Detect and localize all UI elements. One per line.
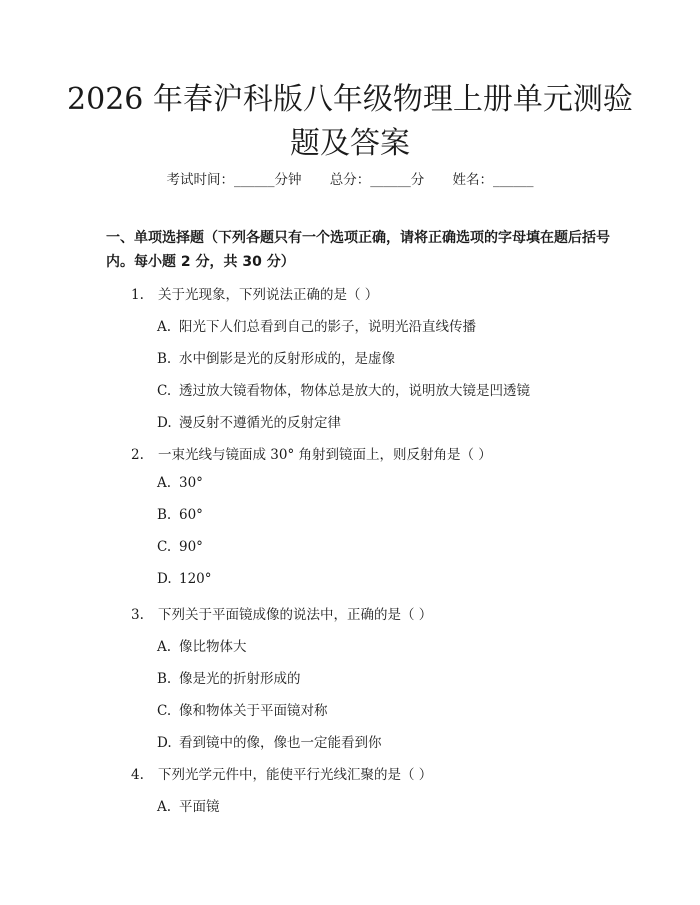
exam-time: 考试时间：______分钟 xyxy=(166,172,302,188)
question-number: 3. xyxy=(131,607,144,623)
section-heading: 一、单项选择题（下列各题只有一个选项正确，请将正确选项的字母填在题后括号内。每小题 2 分，共 30 分） xyxy=(106,230,610,270)
option-letter: A. xyxy=(157,799,172,815)
option-text: 120° xyxy=(179,571,212,587)
option xyxy=(157,667,301,687)
question-number: 2. xyxy=(131,447,144,463)
option-letter: B. xyxy=(157,507,172,523)
option-text: 平面镜 xyxy=(179,799,220,815)
option-letter: B. xyxy=(157,351,172,367)
option-letter: D. xyxy=(157,571,172,587)
option xyxy=(157,379,530,399)
question-text: 下列关于平面镜成像的说法中，正确的是（ ） xyxy=(158,607,433,623)
option-text: 透过放大镜看物体，物体总是放大的，说明放大镜是凹透镜 xyxy=(179,383,530,399)
option-letter: B. xyxy=(157,671,172,687)
exam-name: 姓名：______ xyxy=(452,172,534,188)
option-letter: A. xyxy=(157,639,172,655)
option-letter: C. xyxy=(157,539,172,555)
option xyxy=(157,635,247,655)
question xyxy=(131,283,378,303)
option xyxy=(157,315,476,335)
option-letter: A. xyxy=(157,319,172,335)
option xyxy=(157,699,328,719)
option-text: 像是光的折射形成的 xyxy=(179,671,301,687)
exam-score: 总分：______分 xyxy=(329,172,425,188)
exam-info xyxy=(0,168,700,188)
option-text: 漫反射不遵循光的反射定律 xyxy=(179,415,341,431)
option xyxy=(157,731,382,751)
option-letter: A. xyxy=(157,475,172,491)
question xyxy=(131,443,492,463)
option-text: 30° xyxy=(179,475,203,491)
option xyxy=(157,347,395,367)
option xyxy=(157,411,341,431)
question-text: 一束光线与镜面成 30° 角射到镜面上，则反射角是（ ） xyxy=(158,447,492,463)
option-letter: D. xyxy=(157,415,172,431)
option-letter: C. xyxy=(157,703,172,719)
option-letter: C. xyxy=(157,383,172,399)
question xyxy=(131,763,432,783)
option-text: 阳光下人们总看到自己的影子，说明光沿直线传播 xyxy=(179,319,476,335)
question-text: 关于光现象，下列说法正确的是（ ） xyxy=(158,287,379,303)
option xyxy=(157,795,220,815)
question-number: 4. xyxy=(131,767,144,783)
option xyxy=(157,571,212,587)
option-text: 看到镜中的像，像也一定能看到你 xyxy=(179,735,382,751)
question-number: 1. xyxy=(131,287,144,303)
option-letter: D. xyxy=(157,735,172,751)
option xyxy=(157,507,203,523)
option xyxy=(157,475,203,491)
question xyxy=(131,603,432,623)
option-text: 水中倒影是光的反射形成的，是虚像 xyxy=(179,351,395,367)
page-title: 2026 年春沪科版八年级物理上册单元测验题及答案 xyxy=(67,82,633,161)
option-text: 60° xyxy=(179,507,203,523)
option-text: 像比物体大 xyxy=(179,639,247,655)
option-text: 90° xyxy=(179,539,203,555)
option xyxy=(157,539,203,555)
option-text: 像和物体关于平面镜对称 xyxy=(179,703,328,719)
question-text: 下列光学元件中，能使平行光线汇聚的是（ ） xyxy=(158,767,433,783)
